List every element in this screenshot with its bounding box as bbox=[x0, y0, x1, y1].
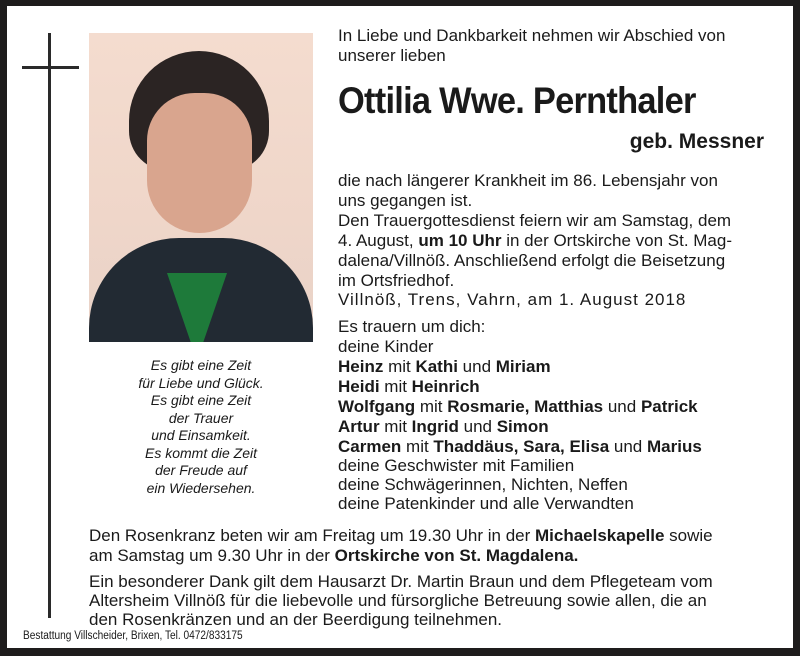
poem-line: Es gibt eine Zeit bbox=[150, 392, 252, 408]
text-line: dalena/Villnöß. Anschließend erfolgt die Beisetzung bbox=[338, 251, 726, 270]
intro-line: unserer lieben bbox=[338, 46, 446, 65]
others-line: deine Patenkinder und alle Verwandten bbox=[338, 494, 634, 513]
deceased-name: Ottilia Wwe. Pernthaler bbox=[338, 80, 696, 121]
kinder-label: deine Kinder bbox=[338, 337, 434, 356]
funeral-home-footer: Bestattung Villscheider, Brixen, Tel. 0472/833175 bbox=[23, 630, 243, 642]
poem-line: Es gibt eine Zeit bbox=[150, 357, 252, 373]
others-line: deine Schwägerinnen, Nichten, Neffen bbox=[338, 475, 628, 494]
poem-line: der Trauer bbox=[168, 409, 234, 426]
text-line: uns gegangen ist. bbox=[338, 191, 473, 210]
text-line: im Ortsfriedhof. bbox=[338, 271, 455, 290]
maiden-name: geb. Messner bbox=[629, 130, 764, 153]
family-line: Wolfgang mit Rosmarie, Matthias und Patrick bbox=[338, 397, 698, 416]
service-time: um 10 Uhr bbox=[418, 231, 502, 250]
rosary-line: am Samstag um 9.30 Uhr in der Ortskirche von St. Magdalena. bbox=[89, 546, 579, 565]
text-line: Den Trauergottesdienst feiern wir am Samstag, dem bbox=[338, 211, 732, 230]
poem-line: Es kommt die Zeit bbox=[144, 444, 258, 461]
rosary-line: Den Rosenkranz beten wir am Freitag um 19.30 Uhr in der Michaelskapelle sowie bbox=[89, 526, 713, 545]
cross-icon-bar bbox=[22, 66, 79, 69]
family-line: Heinz mit Kathi und Miriam bbox=[338, 357, 551, 376]
family-line: Artur mit Ingrid und Simon bbox=[338, 417, 549, 436]
family-line: Carmen mit Thaddäus, Sara, Elisa und Marius bbox=[338, 437, 702, 456]
intro-line: In Liebe und Dankbarkeit nehmen wir Abschied von bbox=[338, 26, 726, 45]
place-date: Villnöß, Trens, Vahrn, am 1. August 2018 bbox=[338, 290, 687, 309]
thanks-line: Ein besonderer Dank gilt dem Hausarzt Dr. Martin Braun und dem Pflegeteam vom bbox=[89, 572, 713, 591]
service-date: 4. August, bbox=[338, 231, 419, 250]
poem-line: der Freude auf bbox=[155, 462, 247, 478]
text-line: die nach längerer Krankheit im 86. Lebensjahr von bbox=[338, 171, 718, 190]
others-line: deine Geschwister mit Familien bbox=[338, 456, 575, 475]
thanks-line: Altersheim Villnöß für die liebevolle und fürsorgliche Betreuung sowie allen, die an bbox=[89, 591, 707, 610]
mourners-intro: Es trauern um dich: bbox=[338, 317, 486, 336]
service-line bbox=[338, 231, 732, 251]
thanks-line: den Rosenkränzen und an der Beerdigung teilnehmen. bbox=[89, 610, 503, 629]
service-place: in der Ortskirche von St. Mag- bbox=[501, 231, 733, 250]
portrait-photo bbox=[89, 33, 313, 342]
poem-line: und Einsamkeit. bbox=[151, 427, 251, 443]
family-line: Heidi mit Heinrich bbox=[338, 377, 480, 396]
poem-line: ein Wiedersehen. bbox=[146, 479, 256, 496]
cross-icon bbox=[48, 33, 51, 618]
poem bbox=[89, 357, 313, 497]
poem-line: für Liebe und Glück. bbox=[138, 374, 264, 391]
